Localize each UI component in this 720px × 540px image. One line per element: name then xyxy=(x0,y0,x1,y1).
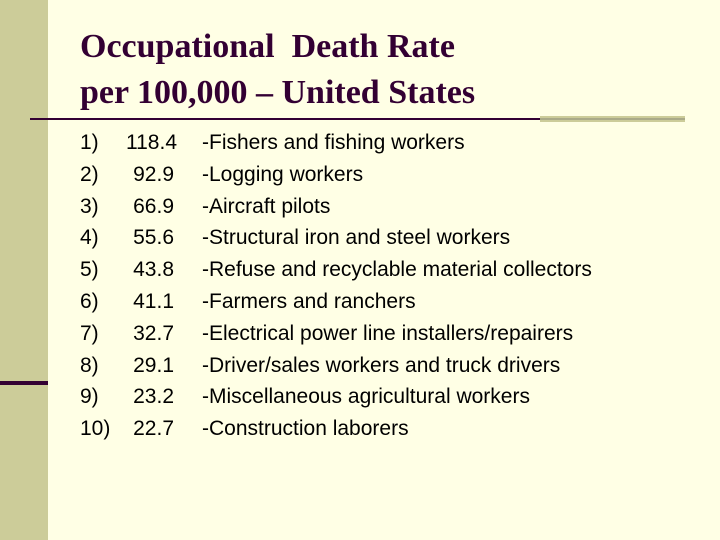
title-divider-accent-line xyxy=(540,118,685,120)
rank-number: 2) xyxy=(80,162,99,186)
rank-number: 6) xyxy=(80,289,99,313)
title-divider xyxy=(30,118,548,120)
rank-number: 1) xyxy=(80,131,99,154)
death-rate-value: 29.1 xyxy=(133,353,174,377)
death-rate-value: 92.9 xyxy=(133,162,174,186)
rank-number: 9) xyxy=(80,385,99,409)
occupation-label: -Driver/sales workers and truck drivers xyxy=(202,353,561,377)
rank-number: 7) xyxy=(80,321,99,345)
rank-number: 3) xyxy=(80,194,99,218)
rank-number: 8) xyxy=(80,353,99,377)
occupation-label: -Electrical power line installers/repairers xyxy=(202,321,574,345)
rank-number: 4) xyxy=(80,226,99,250)
occupation-label: -Logging workers xyxy=(202,162,364,186)
death-rate-value: 32.7 xyxy=(133,321,174,345)
death-rate-value: 23.2 xyxy=(133,385,174,409)
occupation-label: -Refuse and recyclable material collectors xyxy=(202,258,592,282)
occupation-label: -Construction laborers xyxy=(202,417,409,441)
death-rate-value: 43.8 xyxy=(133,258,174,282)
left-band-marker xyxy=(0,381,48,385)
slide-title-line-1: Occupational Death Rate xyxy=(80,28,455,65)
death-rate-value: 66.9 xyxy=(133,194,174,218)
occupation-label: -Miscellaneous agricultural workers xyxy=(202,385,530,409)
rank-number: 5) xyxy=(80,258,99,282)
death-rate-value: 118.4 xyxy=(126,131,177,154)
slide-title xyxy=(80,24,475,116)
occupation-label: -Aircraft pilots xyxy=(202,194,331,218)
occupation-label: -Structural iron and steel workers xyxy=(202,226,511,250)
death-rate-value: 55.6 xyxy=(133,226,174,250)
occupation-label: -Fishers and fishing workers xyxy=(202,131,465,154)
rank-number: 10) xyxy=(80,417,111,441)
occupation-label: -Farmers and ranchers xyxy=(202,289,416,313)
death-rate-value: 22.7 xyxy=(133,417,174,441)
left-accent-band xyxy=(0,0,48,540)
slide-title-line-2: per 100,000 – United States xyxy=(80,74,476,111)
death-rate-value: 41.1 xyxy=(133,289,174,313)
